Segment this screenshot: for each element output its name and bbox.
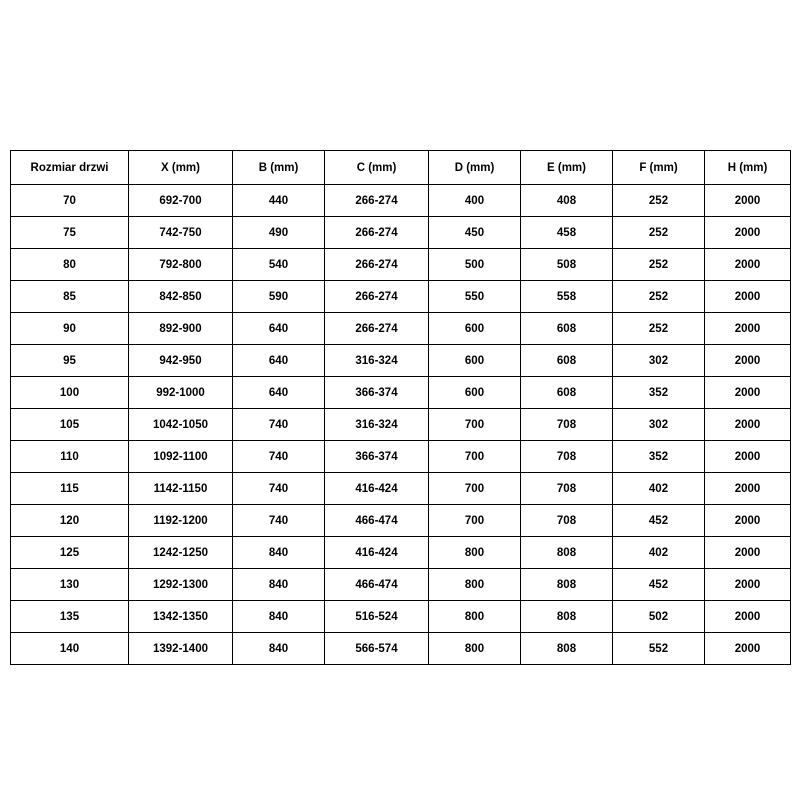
cell-f: 252	[613, 281, 705, 313]
cell-x: 1192-1200	[129, 505, 233, 537]
cell-d: 450	[429, 217, 521, 249]
cell-c: 566-574	[325, 633, 429, 665]
cell-x: 692-700	[129, 185, 233, 217]
cell-d: 600	[429, 345, 521, 377]
cell-h: 2000	[705, 633, 791, 665]
cell-f: 402	[613, 473, 705, 505]
cell-c: 416-424	[325, 537, 429, 569]
cell-f: 252	[613, 185, 705, 217]
table-row	[11, 505, 791, 537]
cell-f: 302	[613, 345, 705, 377]
cell-h: 2000	[705, 313, 791, 345]
cell-rozmiar: 115	[11, 473, 129, 505]
cell-f: 252	[613, 217, 705, 249]
cell-rozmiar: 125	[11, 537, 129, 569]
cell-h: 2000	[705, 185, 791, 217]
cell-b: 440	[233, 185, 325, 217]
cell-h: 2000	[705, 217, 791, 249]
cell-d: 700	[429, 409, 521, 441]
cell-e: 808	[521, 537, 613, 569]
cell-e: 608	[521, 377, 613, 409]
cell-c: 416-424	[325, 473, 429, 505]
cell-e: 708	[521, 409, 613, 441]
cell-e: 508	[521, 249, 613, 281]
cell-d: 800	[429, 633, 521, 665]
cell-rozmiar: 85	[11, 281, 129, 313]
table-row	[11, 569, 791, 601]
cell-c: 366-374	[325, 441, 429, 473]
cell-c: 266-274	[325, 185, 429, 217]
cell-rozmiar: 95	[11, 345, 129, 377]
cell-rozmiar: 75	[11, 217, 129, 249]
cell-rozmiar: 130	[11, 569, 129, 601]
cell-c: 316-324	[325, 409, 429, 441]
table-row	[11, 633, 791, 665]
cell-c: 266-274	[325, 249, 429, 281]
cell-h: 2000	[705, 281, 791, 313]
column-header-d: D (mm)	[429, 151, 521, 185]
cell-x: 792-800	[129, 249, 233, 281]
cell-c: 516-524	[325, 601, 429, 633]
cell-e: 808	[521, 569, 613, 601]
cell-f: 352	[613, 441, 705, 473]
cell-b: 740	[233, 441, 325, 473]
cell-x: 1092-1100	[129, 441, 233, 473]
cell-x: 1392-1400	[129, 633, 233, 665]
cell-rozmiar: 105	[11, 409, 129, 441]
column-header-h: H (mm)	[705, 151, 791, 185]
cell-h: 2000	[705, 473, 791, 505]
table-row	[11, 281, 791, 313]
spec-table	[10, 150, 791, 665]
cell-b: 840	[233, 601, 325, 633]
cell-e: 408	[521, 185, 613, 217]
cell-x: 742-750	[129, 217, 233, 249]
cell-d: 700	[429, 441, 521, 473]
cell-c: 316-324	[325, 345, 429, 377]
cell-rozmiar: 110	[11, 441, 129, 473]
cell-h: 2000	[705, 249, 791, 281]
cell-b: 640	[233, 377, 325, 409]
cell-f: 452	[613, 505, 705, 537]
column-header-b: B (mm)	[233, 151, 325, 185]
table-row	[11, 601, 791, 633]
table-header	[11, 151, 791, 185]
table-body	[11, 185, 791, 665]
cell-e: 808	[521, 601, 613, 633]
cell-b: 540	[233, 249, 325, 281]
cell-rozmiar: 140	[11, 633, 129, 665]
cell-d: 800	[429, 537, 521, 569]
table-row	[11, 345, 791, 377]
cell-b: 590	[233, 281, 325, 313]
cell-f: 302	[613, 409, 705, 441]
cell-x: 942-950	[129, 345, 233, 377]
cell-h: 2000	[705, 377, 791, 409]
cell-rozmiar: 135	[11, 601, 129, 633]
cell-x: 1342-1350	[129, 601, 233, 633]
table-row	[11, 473, 791, 505]
cell-e: 558	[521, 281, 613, 313]
column-header-rozmiar-drzwi: Rozmiar drzwi	[11, 151, 129, 185]
cell-h: 2000	[705, 441, 791, 473]
cell-b: 740	[233, 409, 325, 441]
cell-h: 2000	[705, 409, 791, 441]
cell-e: 808	[521, 633, 613, 665]
cell-h: 2000	[705, 345, 791, 377]
cell-h: 2000	[705, 569, 791, 601]
cell-b: 840	[233, 569, 325, 601]
cell-e: 608	[521, 313, 613, 345]
cell-d: 600	[429, 377, 521, 409]
cell-x: 1042-1050	[129, 409, 233, 441]
cell-e: 458	[521, 217, 613, 249]
table-row	[11, 249, 791, 281]
cell-f: 552	[613, 633, 705, 665]
cell-d: 700	[429, 505, 521, 537]
spec-table-container	[10, 150, 790, 665]
cell-f: 352	[613, 377, 705, 409]
cell-e: 608	[521, 345, 613, 377]
cell-d: 800	[429, 601, 521, 633]
cell-x: 992-1000	[129, 377, 233, 409]
cell-d: 400	[429, 185, 521, 217]
cell-rozmiar: 90	[11, 313, 129, 345]
cell-rozmiar: 120	[11, 505, 129, 537]
cell-b: 640	[233, 345, 325, 377]
table-row	[11, 409, 791, 441]
cell-h: 2000	[705, 505, 791, 537]
cell-b: 840	[233, 633, 325, 665]
cell-x: 842-850	[129, 281, 233, 313]
table-row	[11, 441, 791, 473]
cell-rozmiar: 80	[11, 249, 129, 281]
cell-d: 600	[429, 313, 521, 345]
cell-h: 2000	[705, 601, 791, 633]
cell-b: 490	[233, 217, 325, 249]
cell-f: 502	[613, 601, 705, 633]
cell-b: 740	[233, 473, 325, 505]
cell-c: 266-274	[325, 281, 429, 313]
cell-e: 708	[521, 473, 613, 505]
cell-e: 708	[521, 441, 613, 473]
cell-b: 740	[233, 505, 325, 537]
table-row	[11, 313, 791, 345]
column-header-e: E (mm)	[521, 151, 613, 185]
cell-x: 892-900	[129, 313, 233, 345]
cell-b: 640	[233, 313, 325, 345]
table-row	[11, 185, 791, 217]
cell-f: 252	[613, 249, 705, 281]
cell-c: 466-474	[325, 505, 429, 537]
table-row	[11, 377, 791, 409]
column-header-f: F (mm)	[613, 151, 705, 185]
cell-f: 402	[613, 537, 705, 569]
cell-c: 366-374	[325, 377, 429, 409]
cell-c: 266-274	[325, 313, 429, 345]
cell-x: 1142-1150	[129, 473, 233, 505]
cell-rozmiar: 100	[11, 377, 129, 409]
cell-f: 452	[613, 569, 705, 601]
cell-x: 1242-1250	[129, 537, 233, 569]
cell-d: 800	[429, 569, 521, 601]
column-header-c: C (mm)	[325, 151, 429, 185]
cell-b: 840	[233, 537, 325, 569]
table-row	[11, 217, 791, 249]
cell-c: 466-474	[325, 569, 429, 601]
cell-x: 1292-1300	[129, 569, 233, 601]
cell-d: 500	[429, 249, 521, 281]
cell-rozmiar: 70	[11, 185, 129, 217]
table-row	[11, 537, 791, 569]
cell-d: 550	[429, 281, 521, 313]
cell-e: 708	[521, 505, 613, 537]
table-header-row	[11, 151, 791, 185]
cell-d: 700	[429, 473, 521, 505]
cell-c: 266-274	[325, 217, 429, 249]
column-header-x: X (mm)	[129, 151, 233, 185]
cell-f: 252	[613, 313, 705, 345]
cell-h: 2000	[705, 537, 791, 569]
